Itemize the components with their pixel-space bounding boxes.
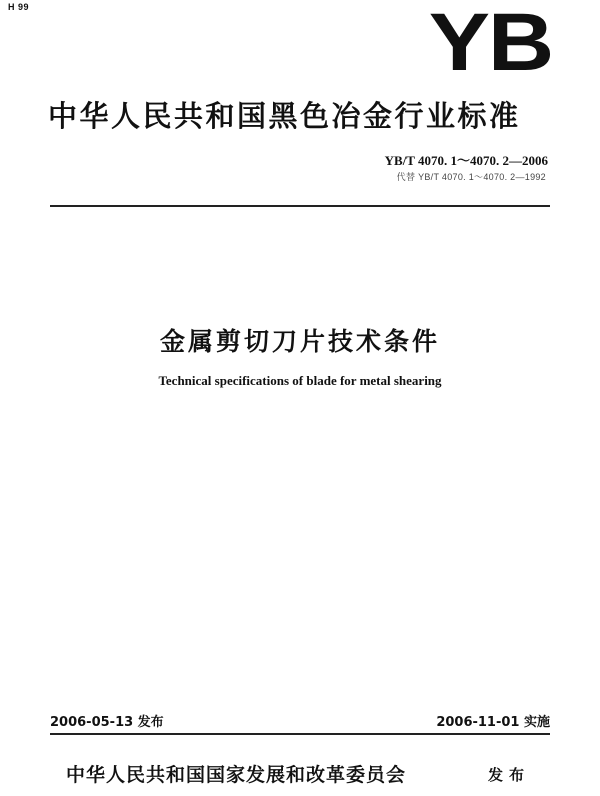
issuing-authority: 中华人民共和国国家发展和改革委员会 — [66, 764, 407, 786]
document-title-chinese: 金属剪切刀片技术条件 — [159, 327, 440, 356]
standard-logo: YB — [428, 0, 552, 88]
header-divider — [50, 205, 550, 207]
implementation-date: 2006-11-01 实施 — [436, 715, 550, 730]
publish-label: 发布 — [488, 766, 531, 784]
standard-number: YB/T 4070. 1～4070. 2—2006 — [384, 153, 548, 168]
standard-category-title: 中华人民共和国黑色冶金行业标准 — [48, 99, 521, 133]
issue-date: 2006-05-13 发布 — [50, 715, 164, 730]
document-title-english: Technical specifications of blade for metal shearing — [158, 373, 442, 388]
ics-code: H 99 — [8, 2, 30, 12]
replaces-note: 代替 YB/T 4070. 1～4070. 2—1992 — [396, 172, 546, 182]
footer-divider — [50, 733, 550, 735]
